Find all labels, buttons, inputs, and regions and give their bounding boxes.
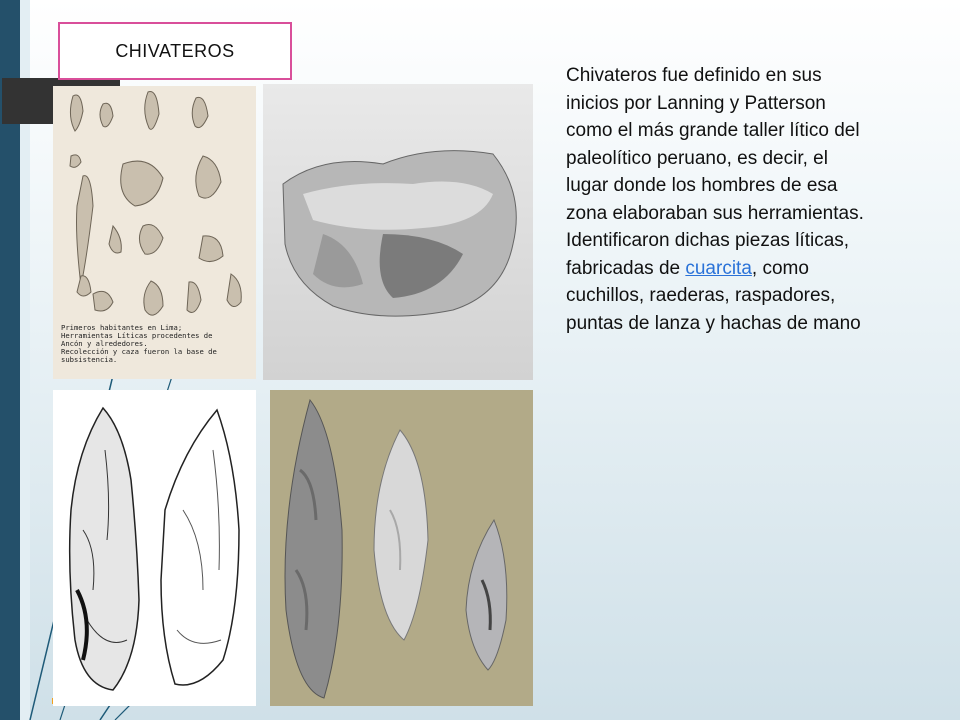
description-paragraph (566, 62, 866, 337)
hand-axe-drawing (53, 390, 256, 706)
caption-line-3: Ancón y alrededores. (61, 339, 148, 348)
stone-points-photo (270, 390, 533, 706)
paragraph-text-1: Chivateros fue definido en sus inicios por Lanning y Patterson como el más grande taller lítico del paleolítico peruano, es decir, el lugar donde los hombres de esa zona elaboraban sus herramientas. Identificaron dichas piezas líticas, fabricadas de (566, 65, 864, 279)
stone-block-photo (263, 84, 533, 380)
paragraph-text-2: , como cuchillos, raederas, raspadores, puntas de lanza y hachas de mano (566, 257, 861, 334)
caption-line-5: subsistencia. (61, 355, 118, 364)
caption-line-4: Recolección y caza fueron la base de (61, 347, 217, 356)
caption-line-2: Herramientas Líticas procedentes de (61, 331, 213, 340)
cuarcita-link[interactable]: cuarcita (685, 257, 752, 279)
caption-line-1: Primeros habitantes en Lima; (61, 323, 183, 332)
lithic-tools-illustration (53, 86, 256, 379)
slide-title: CHIVATEROS (58, 22, 292, 80)
